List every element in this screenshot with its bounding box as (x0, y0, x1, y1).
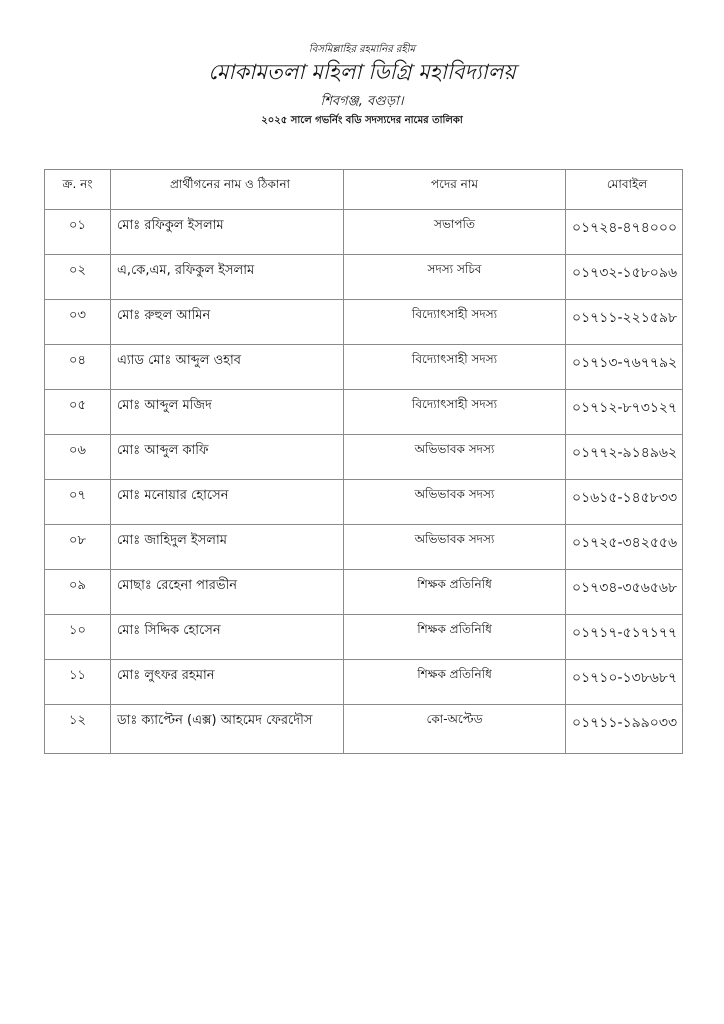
cell-serial: ০১ (45, 210, 111, 255)
cell-mobile: ০১৭২৫-৩৪২৫৫৬ (566, 525, 683, 570)
cell-mobile: ০১৭৭২-৯১৪৯৬২ (566, 435, 683, 480)
cell-mobile: ০১৭১০-১৩৮৬৮৭ (566, 660, 683, 705)
table-row (45, 480, 683, 525)
column-header-name: প্রার্থীগনের নাম ও ঠিকানা (111, 170, 344, 210)
cell-mobile: ০১৭২৪-৪৭৪০০০ (566, 210, 683, 255)
cell-mobile: ০১৭৩২-১৫৮০৯৬ (566, 255, 683, 300)
table-row (45, 705, 683, 754)
column-header-post: পদের নাম (344, 170, 566, 210)
cell-post: শিক্ষক প্রতিনিধি (344, 660, 566, 705)
table-row (45, 435, 683, 480)
cell-name: এ্যাড মোঃ আব্দুল ওহাব (111, 345, 344, 390)
bismillah-heading: বিসমিল্লাহির রহমানির রহীম (308, 44, 416, 55)
cell-mobile: ০১৭১১-১৯৯০৩৩ (566, 705, 683, 754)
cell-mobile: ০১৭১২-৮৭৩১২৭ (566, 390, 683, 435)
cell-name: মোঃ জাহিদুল ইসলাম (111, 525, 344, 570)
cell-post: অভিভাবক সদস্য (344, 480, 566, 525)
cell-name: মোঃ রফিকুল ইসলাম (111, 210, 344, 255)
cell-post: বিদ্যোৎসাহী সদস্য (344, 390, 566, 435)
cell-post: বিদ্যোৎসাহী সদস্য (344, 300, 566, 345)
cell-name: মোঃ সিদ্দিক হোসেন (111, 615, 344, 660)
table-row (45, 255, 683, 300)
cell-serial: ০৬ (45, 435, 111, 480)
cell-mobile: ০১৬১৫-১৪৫৮৩৩ (566, 480, 683, 525)
cell-serial: ১০ (45, 615, 111, 660)
cell-name: মোঃ আব্দুল মজিদ (111, 390, 344, 435)
column-header-mobile: মোবাইল (566, 170, 683, 210)
cell-serial: ০৪ (45, 345, 111, 390)
table-row (45, 300, 683, 345)
cell-serial: ১২ (45, 705, 111, 754)
cell-name: ডাঃ ক্যাপ্টেন (এক্স) আহমেদ ফেরদৌস (111, 705, 344, 754)
cell-serial: ০৭ (45, 480, 111, 525)
cell-mobile: ০১৭৩৪-৩৫৬৫৬৮ (566, 570, 683, 615)
cell-serial: ০৮ (45, 525, 111, 570)
cell-mobile: ০১৭১৩-৭৬৭৭৯২ (566, 345, 683, 390)
table-row (45, 390, 683, 435)
cell-serial: ০৯ (45, 570, 111, 615)
table-row (45, 570, 683, 615)
table-row (45, 525, 683, 570)
cell-name: মোঃ রুহুল আমিন (111, 300, 344, 345)
cell-post: কো-অপ্টেড (344, 705, 566, 754)
cell-serial: ০৩ (45, 300, 111, 345)
column-header-serial: ক্র. নং (45, 170, 111, 210)
cell-post: সদস্য সচিব (344, 255, 566, 300)
governing-body-table (44, 169, 683, 754)
cell-serial: ১১ (45, 660, 111, 705)
cell-mobile: ০১৭১১-২২১৫৯৮ (566, 300, 683, 345)
cell-serial: ০২ (45, 255, 111, 300)
cell-name: মোছাঃ রেহেনা পারভীন (111, 570, 344, 615)
table-row (45, 615, 683, 660)
table-header-row (45, 170, 683, 210)
cell-post: বিদ্যোৎসাহী সদস্য (344, 345, 566, 390)
cell-name: মোঃ মনোয়ার হোসেন (111, 480, 344, 525)
table-row (45, 210, 683, 255)
college-name: মোকামতলা মহিলা ডিগ্রি মহাবিদ্যালয় (208, 60, 516, 84)
college-location: শিবগঞ্জ, বগুড়া। (320, 94, 404, 109)
cell-post: অভিভাবক সদস্য (344, 525, 566, 570)
table-row (45, 345, 683, 390)
cell-name: মোঃ লুৎফর রহমান (111, 660, 344, 705)
table-row (45, 660, 683, 705)
cell-mobile: ০১৭১৭-৫১৭১৭৭ (566, 615, 683, 660)
cell-serial: ০৫ (45, 390, 111, 435)
cell-name: মোঃ আব্দুল কাফি (111, 435, 344, 480)
list-title: ২০২৫ সালে গভর্নিং বডি সদস্যদের নামের তালিকা (261, 115, 463, 126)
cell-post: অভিভাবক সদস্য (344, 435, 566, 480)
cell-post: শিক্ষক প্রতিনিধি (344, 570, 566, 615)
cell-post: শিক্ষক প্রতিনিধি (344, 615, 566, 660)
cell-name: এ,কে,এম, রফিকুল ইসলাম (111, 255, 344, 300)
cell-post: সভাপতি (344, 210, 566, 255)
